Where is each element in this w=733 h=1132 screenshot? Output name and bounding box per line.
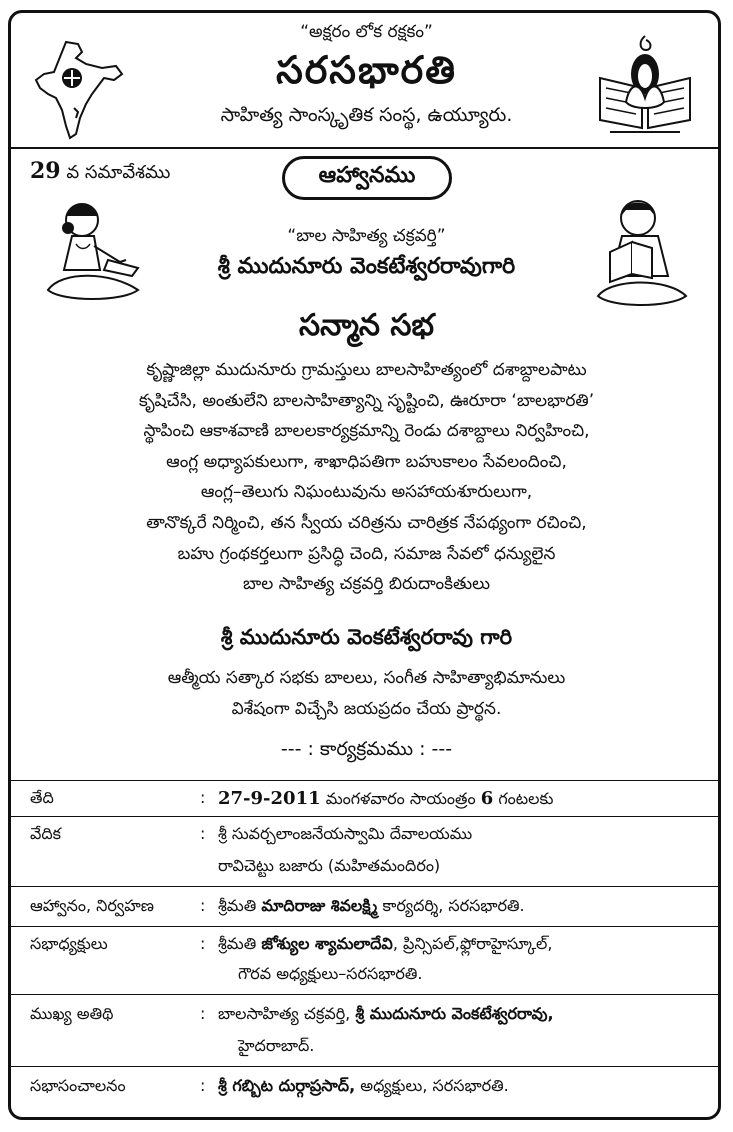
program-row-chief-guest — [0, 1004, 733, 1034]
body-line: తానొక్కరే నిర్మించి, తన స్వీయ చరిత్రను చారిత్రక నేపథ్యంగా రచించి, — [146, 512, 587, 533]
compere-label: సభాసంచాలనం — [30, 1076, 126, 1095]
program-row-venue — [0, 824, 733, 854]
host-name: మాదిరాజు శివలక్ష్మి — [261, 896, 378, 915]
president-name: జోశ్యుల శ్యామలాదేవి — [261, 934, 393, 953]
venue-line2: రావిచెట్టు బజారు (మహితమందిరం) — [218, 856, 441, 875]
program-row-president — [0, 934, 733, 964]
program-row-host — [0, 896, 733, 926]
colon: : — [200, 1004, 206, 1023]
invitation-request — [0, 663, 733, 725]
body-line: బహు గ్రంథకర్తలుగా ప్రసిద్ధి చెంది, సమాజ సేవలో ధన్యులైన — [177, 543, 556, 564]
body-line: బాల సాహిత్య చక్రవర్తి బిరుదాంకితులు — [242, 574, 491, 595]
request-line: ఆత్మీయ సత్కార సభకు బాలలు, సంగీత సాహిత్యాభిమానులు — [167, 668, 566, 688]
comma-sep: , — [392, 934, 403, 953]
president-value — [218, 934, 552, 957]
honorific-title: “బాల సాహిత్య చక్రవర్తి” — [287, 226, 446, 246]
program-row-compere — [0, 1076, 733, 1106]
body-line: కృషిచేసి, అంతులేని బాలసాహిత్యాన్ని సృష్టించి, ఊరూరా ‘బాలభారతి’ — [138, 390, 595, 411]
date-value — [218, 788, 553, 812]
header-divider — [11, 147, 718, 149]
chief-guest-prefix: బాలసాహిత్య చక్రవర్తి, — [218, 1004, 351, 1023]
program-row-president-2 — [0, 964, 733, 994]
organization-name: సరసభారతి — [276, 48, 457, 92]
compere-value — [218, 1076, 509, 1099]
body-line: ఆంగ్ల–తెలుగు నిఘంటువును అసహాయశూరులుగా, — [200, 482, 533, 503]
session-number-value: 29 — [30, 158, 61, 184]
program-divider — [11, 780, 718, 781]
body-line: స్థాపించి ఆకాశవాణి బాలలకార్యక్రమాన్ని రెండు దశాబ్దాలు నిర్వహించి, — [143, 421, 590, 442]
motto: “అక్షరం లోక రక్షకం” — [300, 22, 433, 42]
chief-guest-label: ముఖ్య అతిథి — [30, 1004, 114, 1023]
president-line2: గౌరవ అధ్యక్షులు–సరసభారతి. — [238, 964, 423, 983]
row-divider — [11, 926, 718, 927]
host-value — [218, 896, 525, 919]
chief-guest-line2: హైదరాబాద్. — [238, 1036, 315, 1055]
host-role: కార్యదర్శి, సరసభారతి. — [382, 896, 525, 915]
compere-name: శ్రీ గబ్బిట దుర్గాప్రసాద్, — [218, 1076, 356, 1095]
row-divider — [11, 816, 718, 817]
invitation-body — [0, 355, 733, 600]
event-title: సన్మాన సభ — [299, 308, 434, 343]
session-label: వ సమావేశము — [66, 162, 171, 183]
row-divider — [11, 994, 718, 995]
boy-reading-illustration — [592, 192, 692, 310]
program-row-date — [0, 788, 733, 818]
honoree-heading: శ్రీ ముదునూరు వెంకటేశ్వరరావుగారి — [217, 254, 516, 279]
colon: : — [200, 896, 206, 915]
venue-line1: శ్రీ సువర్చలాంజనేయస్వామి దేవాలయము — [218, 824, 473, 843]
session-number — [30, 158, 170, 187]
program-row-venue-2 — [0, 856, 733, 886]
program-heading: --- : కార్యక్రమము : --- — [280, 738, 453, 760]
host-label: ఆహ్వానం, నిర్వహణ — [30, 896, 154, 915]
organization-subtitle: సాహిత్య సాంస్కృతిక సంస్థ, ఉయ్యూరు. — [220, 104, 513, 126]
row-divider — [11, 1066, 718, 1067]
colon: : — [200, 824, 206, 843]
colon: : — [200, 934, 206, 953]
president-label: సభాధ్యక్షులు — [30, 934, 108, 953]
chief-guest-name: శ్రీ ముదునూరు వెంకటేశ్వరరావు, — [355, 1004, 554, 1023]
request-line: విశేషంగా విచ్చేసి జయప్రదం చేయ ప్రార్థన. — [231, 699, 502, 719]
program-row-chief-guest-2 — [0, 1036, 733, 1066]
compere-role: అధ్యక్షులు, సరసభారతి. — [360, 1076, 509, 1095]
body-line: ఆంగ్ల అధ్యాపకులుగా, శాఖాధిపతిగా బహుకాలం సేవలందించి, — [166, 451, 567, 472]
host-prefix: శ్రీమతి — [218, 896, 257, 915]
chief-guest-value — [218, 1004, 554, 1027]
girl-writing-illustration — [42, 190, 152, 310]
colon: : — [200, 788, 206, 807]
president-prefix: శ్రీమతి — [218, 934, 257, 953]
date-label: తేది — [30, 788, 54, 807]
invitation-badge: ఆహ్వానము — [282, 156, 452, 200]
venue-label: వేదిక — [30, 824, 62, 843]
date-number: 27-9-2011 — [218, 788, 321, 809]
date-day-text: మంగళవారం సాయంత్రం — [325, 789, 476, 808]
row-divider — [11, 886, 718, 887]
colon: : — [200, 1076, 206, 1095]
date-hour-suffix: గంటలకు — [498, 789, 554, 808]
president-role: ప్రిన్సిపల్,ఫ్లోరాహైస్కూల్, — [402, 934, 553, 953]
honoree-name: శ్రీ ముదునూరు వెంకటేశ్వరరావు గారి — [220, 625, 513, 649]
body-line: కృష్ణాజిల్లా ముదునూరు గ్రామస్తులు బాలసాహిత్యంలో దశాబ్దాలపాటు — [146, 360, 587, 380]
date-hour: 6 — [480, 788, 494, 809]
